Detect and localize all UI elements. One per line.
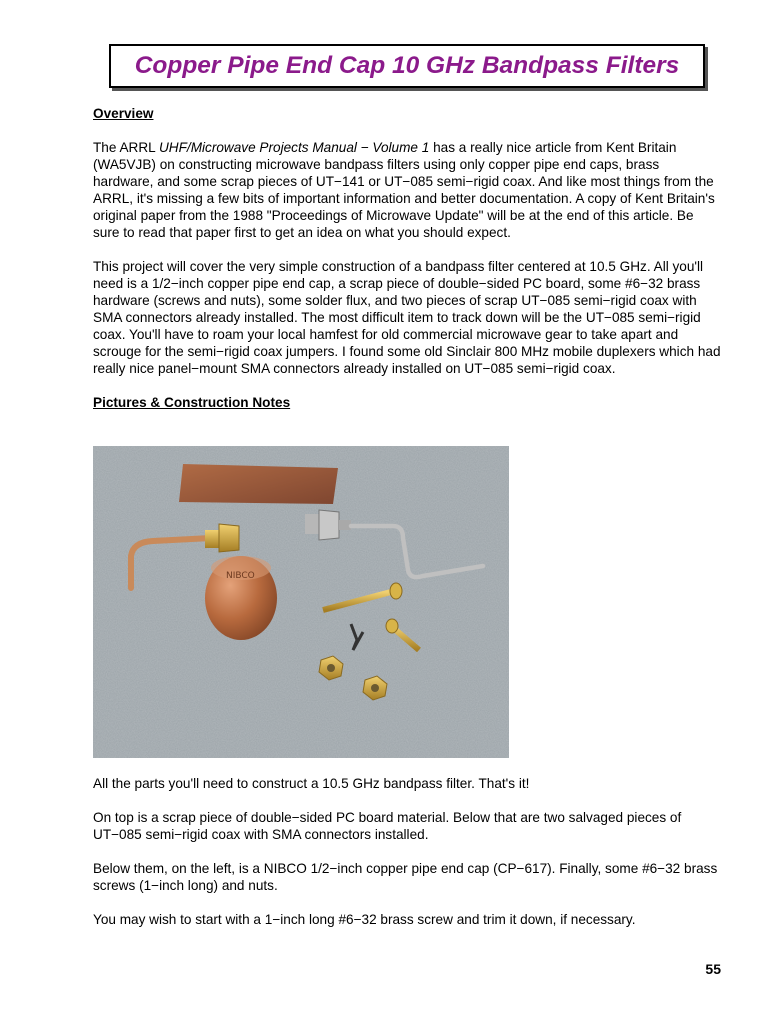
- caption-4: You may wish to start with a 1−inch long #6−32 brass screw and trim it down, if necessary.: [93, 912, 636, 927]
- pc-board: [179, 464, 338, 504]
- page-number: 55: [705, 961, 721, 977]
- caption-section: [93, 775, 721, 945]
- copper-end-cap: [205, 556, 277, 640]
- book-title: UHF/Microwave Projects Manual − Volume 1: [158, 140, 430, 155]
- overview-section: [93, 105, 721, 428]
- parts-photo: [93, 446, 509, 758]
- caption-3: Below them, on the left, is a NIBCO 1/2−inch copper pipe end cap (CP−617). Finally, some #6−32 brass screws (1−inch long) and nuts.: [93, 861, 718, 893]
- p1-text-b: has a really nice article from Kent Britain (WA5VJB) on constructing microwave bandpass filters using only copper pipe end caps, brass hardware, and some scrap pieces of UT−141 or UT−085 semi−rigid coax. And like most things from the ARRL, it's missing a few bits of important information and better documentation. A copy of Kent Britain's original paper from the 1988 "Proceedings of Microwave Update" will be at the end of this article. Be sure to read that paper first to get an idea on what you should expect.: [93, 140, 715, 240]
- page-title: Copper Pipe End Cap 10 GHz Bandpass Filters: [134, 52, 680, 79]
- overview-paragraph-1: [93, 139, 721, 241]
- pictures-heading: Pictures & Construction Notes: [93, 395, 291, 410]
- caption-1: All the parts you'll need to construct a 10.5 GHz bandpass filter. That's it!: [93, 776, 530, 791]
- overview-heading: Overview: [93, 106, 154, 121]
- caption-2: On top is a scrap piece of double−sided PC board material. Below that are two salvaged pieces of UT−085 semi−rigid coax with SMA connectors installed.: [93, 810, 682, 842]
- overview-paragraph-2: This project will cover the very simple construction of a bandpass filter centered at 10.5 GHz. All you'll need is a 1/2−inch copper pipe end cap, a scrap piece of double−sided PC board, some #6−32 brass hardware (screws and nuts), some solder flux, and two pieces of scrap UT−085 semi−rigid coax with SMA connectors already installed. The most difficult item to track down will be the UT−085 semi−rigid coax. You'll have to roam your local hamfest for old commercial microwave gear to take apart and scrouge for the semi−rigid coax jumpers. I found some old Sinclair 800 MHz mobile duplexers which had really nice panel−mount SMA connectors already installed on UT−085 semi−rigid coax.: [93, 259, 721, 376]
- p1-text-a: The ARRL: [93, 140, 159, 155]
- title-box: [109, 44, 705, 88]
- cap-label: NIBCO: [226, 571, 255, 581]
